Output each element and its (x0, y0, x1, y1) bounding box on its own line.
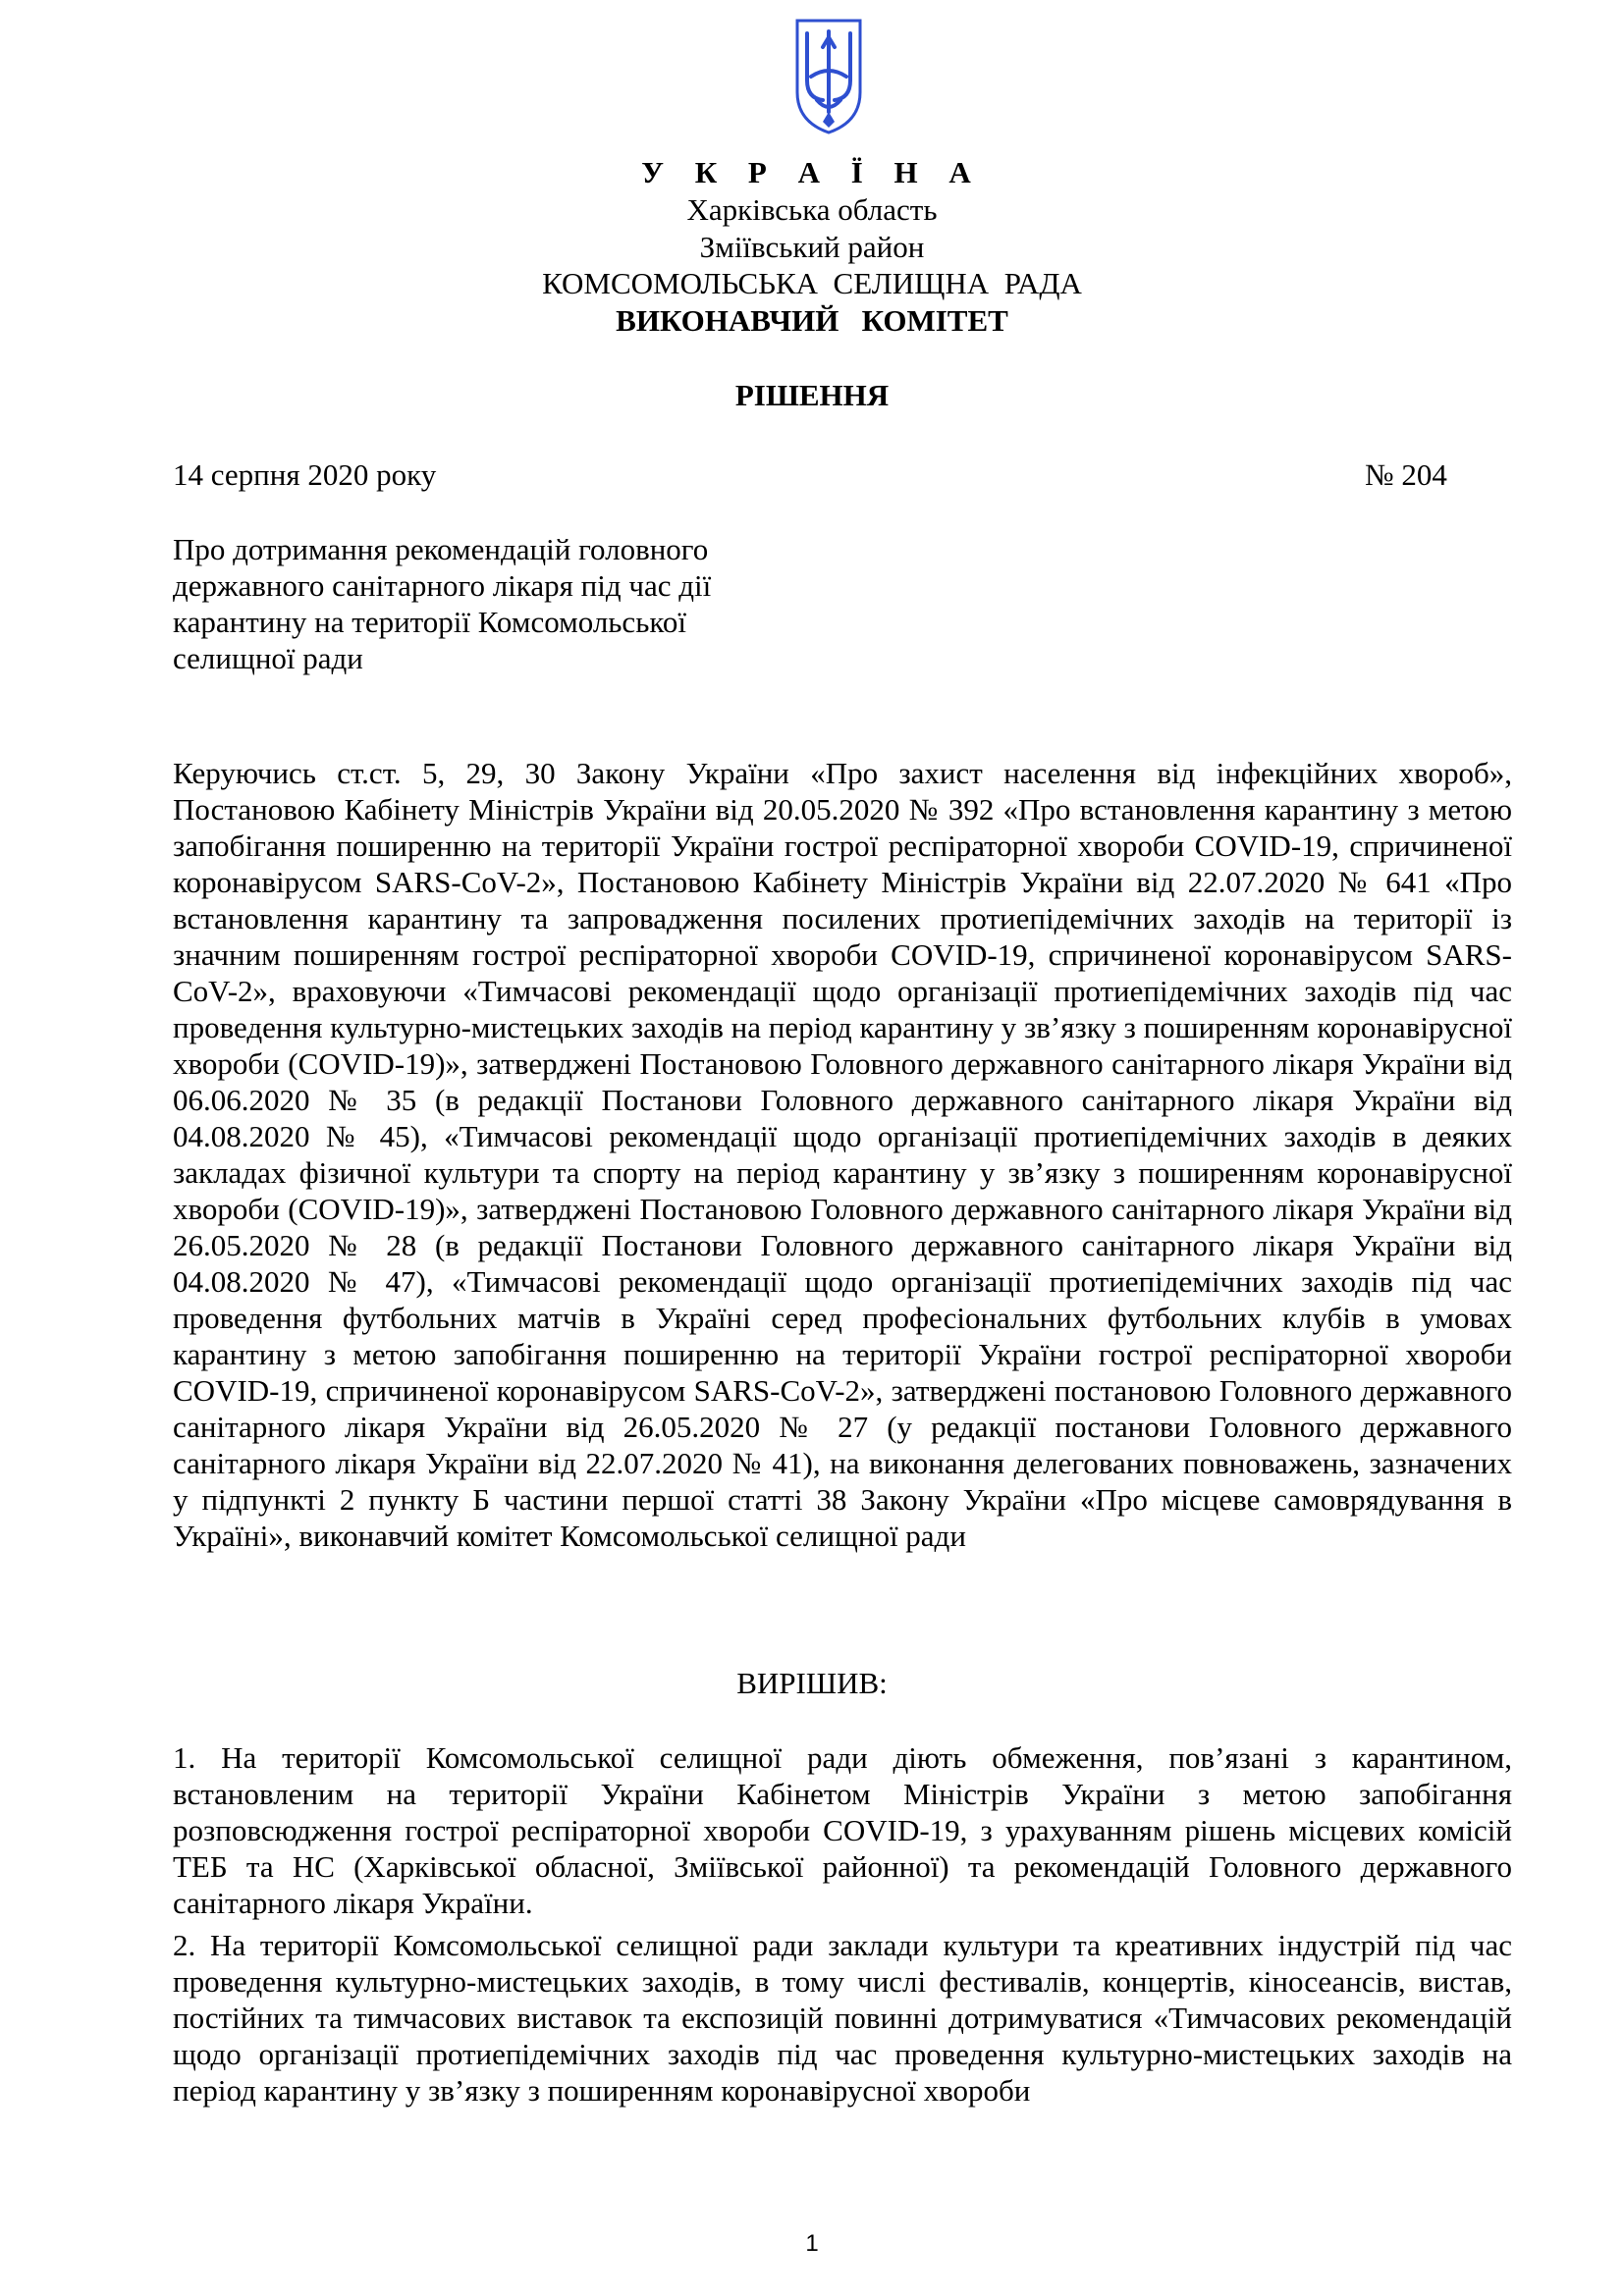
header-region: Харківська область (686, 192, 938, 227)
trident-coat-of-arms-icon (793, 18, 864, 135)
document-type-title: РІШЕННЯ (734, 378, 890, 412)
decision-subject: Про дотримання рекомендацій головного державного санітарного лікаря під час дії карантину на території Комсомольської селищної ради (173, 532, 712, 675)
decision-item-2: 2. На території Комсомольської селищної ради заклади культури та креативних індустрій під час проведення культурно-мистецьких заходів, в тому числі фестивалів, концертів, кіносеансів, вистав, постійних та тимчасових виставок та експозицій повинні дотримуватися «Тимчасових рекомендацій щодо організації протиепідемічних заходів під час проведення культурно-мистецьких заходів на період карантину у зв’язку з поширенням коронавірусної хвороби (173, 1928, 1512, 2108)
decision-date: 14 серпня 2020 року (173, 457, 437, 492)
header-country: У К Р А Ї Н А (641, 155, 983, 189)
decision-number: № 204 (1365, 457, 1447, 492)
page-number: 1 (805, 2230, 819, 2257)
header-district: Зміївський район (699, 230, 925, 264)
preamble-paragraph: Керуючись ст.ст. 5, 29, 30 Закону України «Про захист населення від інфекційних хвороб», Постановою Кабінету Міністрів України від 20.05.2020 № 392 «Про встановлення карантину з метою запобігання поширенню на території України гострої респіраторної хвороби COVID-19, спричиненої коронавірусом SARS-CoV-2», Постановою Кабінету Міністрів України від 22.07.2020 № 641 «Про встановлення карантину та запровадження посилених протиепідемічних заходів на території із значним поширенням гострої респіраторної хвороби COVID-19, спричиненої коронавірусом SARS-CoV-2», враховуючи «Тимчасові рекомендації щодо організації протиепідемічних заходів під час проведення культурно-мистецьких заходів на період карантину у зв’язку з поширенням коронавірусної хвороби (COVID-19)», затверджені Постановою Головного державного санітарного лікаря України від 06.06.2020 № 35 (в редакції Постанови Головного державного санітарного лікаря України від 04.08.2020 № 45), «Тимчасові рекомендації щодо організації протиепідемічних заходів в деяких закладах фізичної культури та спорту на період карантину у зв’язку з поширенням коронавірусної хвороби (COVID-19)», затверджені Постановою Головного державного санітарного лікаря України від 26.05.2020 № 28 (в редакції Постанови Головного державного санітарного лікаря України від 04.08.2020 № 47), «Тимчасові рекомендації щодо організації протиепідемічних заходів під час проведення футбольних матчів в Україні серед професіональних футбольних клубів в умовах карантину з метою запобігання поширенню на території України гострої респіраторної хвороби COVID-19, спричиненої коронавірусом SARS-CoV-2», затверджені постановою Головного державного санітарного лікаря України від 26.05.2020 № 27 (у редакції постанови Головного державного санітарного лікаря України від 22.07.2020 № 41), на виконання делегованих повноважень, зазначених у підпункті 2 пункту Б частини першої статті 38 Закону України «Про місцеве самоврядування в Україні», виконавчий комітет Комсомольської селищної ради (173, 756, 1512, 1553)
header-council: КОМСОМОЛЬСЬКА СЕЛИЩНА РАДА (542, 266, 1082, 300)
resolved-heading: ВИРІШИВ: (736, 1666, 888, 1700)
decision-item-1: 1. На території Комсомольської селищної ради діють обмеження, пов’язані з карантином, встановленим на території України Кабінетом Міністрів України з метою запобігання розповсюдження гострої респіраторної хвороби COVID-19, з урахуванням рішень місцевих комісій ТЕБ та НС (Харківської обласної, Зміївської районної) та рекомендацій Головного державного санітарного лікаря України. (173, 1740, 1512, 1920)
header-committee: ВИКОНАВЧИЙ КОМІТЕТ (616, 303, 1008, 338)
